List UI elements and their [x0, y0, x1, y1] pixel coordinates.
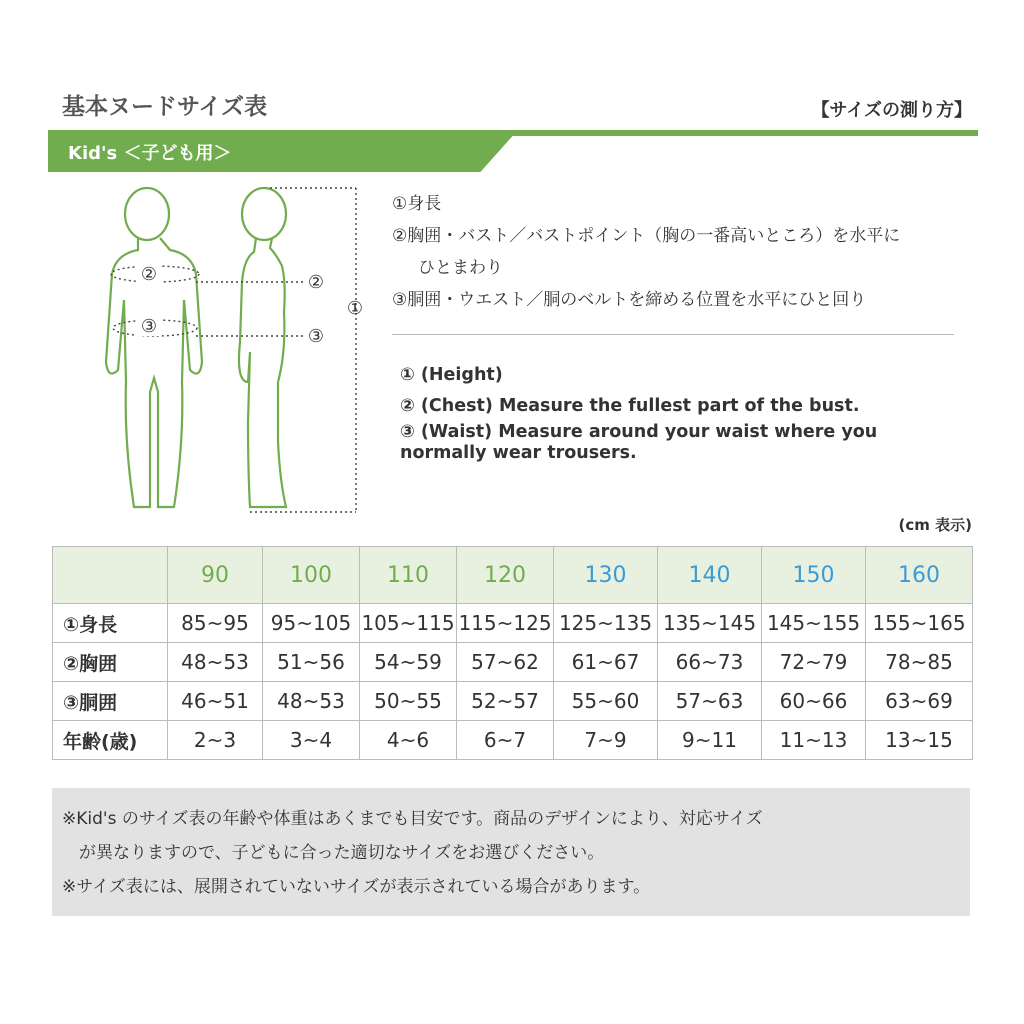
- table-cell: 4~6: [360, 721, 457, 760]
- instruction-chest-jp-cont: ひとまわり: [418, 258, 503, 278]
- table-cell: 6~7: [457, 721, 554, 760]
- size-col-header: 90: [168, 547, 263, 604]
- how-to-measure-link[interactable]: 【サイズの測り方】: [811, 100, 972, 121]
- table-row: [53, 643, 973, 682]
- instructions-english: [400, 360, 877, 464]
- category-label: Kid's ＜子ども用＞: [68, 143, 232, 164]
- marker-chest-front: ②: [140, 264, 158, 285]
- note-line: ※Kid's のサイズ表の年齢や体重はあくまでも目安です。商品のデザインにより、対応サイズ: [62, 809, 763, 829]
- instruction-chest-en: ② (Chest) Measure the fullest part of the bust.: [400, 396, 860, 416]
- table-cell: 145~155: [762, 604, 866, 643]
- table-cell: 3~4: [263, 721, 360, 760]
- table-cell: 50~55: [360, 682, 457, 721]
- table-row: [53, 682, 973, 721]
- instruction-waist-en-cont: normally wear trousers.: [400, 443, 637, 463]
- size-col-header: 160: [866, 547, 973, 604]
- size-col-header: 150: [762, 547, 866, 604]
- table-cell: 11~13: [762, 721, 866, 760]
- table-cell: 7~9: [554, 721, 658, 760]
- table-cell: 52~57: [457, 682, 554, 721]
- table-cell: 51~56: [263, 643, 360, 682]
- table-cell: 105~115: [360, 604, 457, 643]
- notes-box: [52, 788, 970, 916]
- note-line: ※サイズ表には、展開されていないサイズが表示されている場合があります。: [62, 877, 651, 897]
- size-col-header: 110: [360, 547, 457, 604]
- table-row: [53, 604, 973, 643]
- row-label: ①身長: [53, 604, 168, 643]
- unit-note: (cm 表示): [898, 516, 972, 534]
- table-cell: 155~165: [866, 604, 973, 643]
- instructions-japanese: [392, 188, 900, 316]
- table-cell: 46~51: [168, 682, 263, 721]
- size-col-header: 120: [457, 547, 554, 604]
- table-cell: 48~53: [263, 682, 360, 721]
- front-body-outline-icon: [106, 188, 202, 507]
- table-cell: 125~135: [554, 604, 658, 643]
- size-col-header: 100: [263, 547, 360, 604]
- table-cell: 48~53: [168, 643, 263, 682]
- instruction-waist-jp: ③胴囲・ウエスト／胴のベルトを締める位置を水平にひと回り: [392, 290, 867, 310]
- table-cell: 54~59: [360, 643, 457, 682]
- size-table: [52, 546, 973, 760]
- marker-chest-side: ②: [307, 272, 325, 293]
- row-label: ③胴囲: [53, 682, 168, 721]
- category-bar: [48, 130, 978, 172]
- table-cell: 95~105: [263, 604, 360, 643]
- table-cell: 2~3: [168, 721, 263, 760]
- marker-waist-side: ③: [307, 326, 325, 347]
- table-cell: 9~11: [658, 721, 762, 760]
- table-cell: 72~79: [762, 643, 866, 682]
- instruction-chest-jp: ②胸囲・バスト／バストポイント（胸の一番高いところ）を水平に: [392, 226, 901, 246]
- table-row: [53, 721, 973, 760]
- row-label: ②胸囲: [53, 643, 168, 682]
- table-cell: 57~63: [658, 682, 762, 721]
- marker-height: ①: [346, 298, 364, 319]
- table-cell: 63~69: [866, 682, 973, 721]
- table-cell: 57~62: [457, 643, 554, 682]
- note-line: が異なりますので、子どもに合った適切なサイズをお選びください。: [62, 843, 605, 863]
- marker-waist-front: ③: [140, 316, 158, 337]
- table-cell: 60~66: [762, 682, 866, 721]
- table-corner-cell: [53, 547, 168, 604]
- row-label: 年齢(歳): [53, 721, 168, 760]
- body-measurement-figure: [100, 182, 380, 517]
- table-cell: 78~85: [866, 643, 973, 682]
- divider: [392, 334, 954, 335]
- instruction-waist-en: ③ (Waist) Measure around your waist where you: [400, 422, 878, 442]
- table-cell: 55~60: [554, 682, 658, 721]
- table-cell: 85~95: [168, 604, 263, 643]
- table-cell: 61~67: [554, 643, 658, 682]
- instruction-height-en: ① (Height): [400, 365, 503, 385]
- side-body-outline-icon: [239, 188, 286, 507]
- table-cell: 135~145: [658, 604, 762, 643]
- page-title: 基本ヌードサイズ表: [62, 94, 268, 120]
- table-cell: 115~125: [457, 604, 554, 643]
- table-header-row: [53, 547, 973, 604]
- table-cell: 13~15: [866, 721, 973, 760]
- size-col-header: 140: [658, 547, 762, 604]
- instruction-height-jp: ①身長: [392, 194, 442, 214]
- size-col-header: 130: [554, 547, 658, 604]
- table-cell: 66~73: [658, 643, 762, 682]
